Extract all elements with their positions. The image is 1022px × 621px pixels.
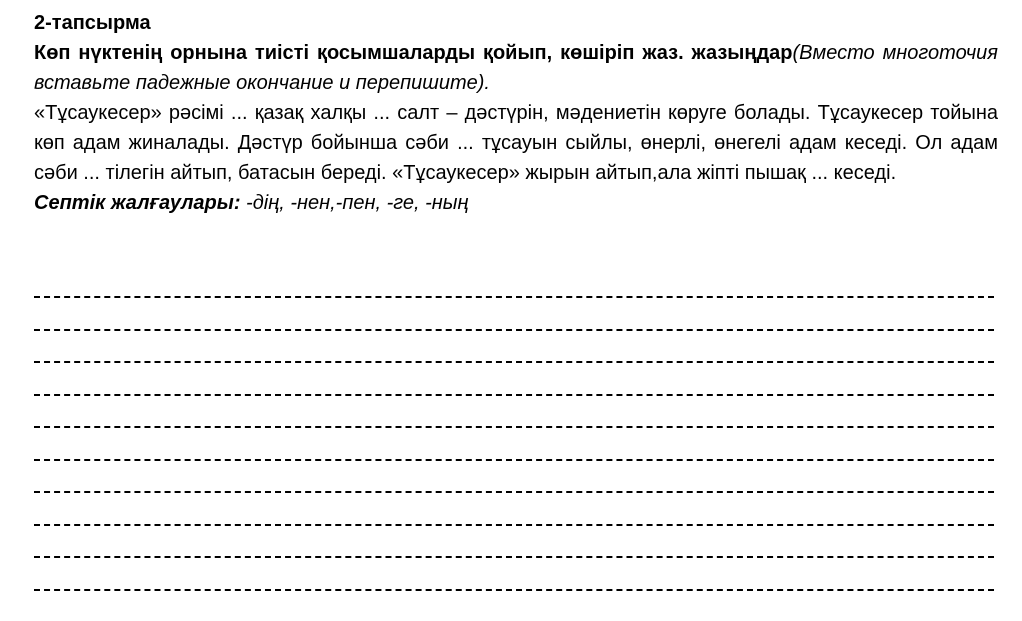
answer-line — [34, 296, 994, 329]
task-instruction — [34, 38, 998, 98]
task-title: 2-тапсырма — [34, 8, 998, 38]
case-endings-label: Септік жалғаулары: — [34, 192, 240, 214]
answer-line — [34, 524, 994, 557]
answer-line — [34, 361, 994, 394]
instruction-kazakh: Көп нүктенің орнына тиісті қосымшаларды қойып, көшіріп жаз. жазыңдар — [34, 42, 792, 64]
answer-line — [34, 426, 994, 459]
answer-line — [34, 491, 994, 524]
answer-line — [34, 459, 994, 492]
answer-line — [34, 589, 994, 621]
answer-line — [34, 329, 994, 362]
case-endings — [34, 188, 998, 218]
answer-line — [34, 394, 994, 427]
instruction-russian: (Вместо многоточия вставьте падежные окончание и перепишите). — [34, 42, 998, 94]
case-endings-values: -дің, -нен,-пен, -ге, -ның — [240, 192, 468, 214]
exercise-paragraph: «Тұсаукесер» рәсімі ... қазақ халқы ... салт – дәстүрін, мәдениетін көруге болады. Тұсаукесер тойына көп адам жиналады. Дәстүр бойынша сәби ... тұсауын сыйлы, өнерлі, өнегелі адам кеседі. Ол адам сәби ... тілегін айтып, батасын береді. «Тұсаукесер» жырын айтып,ала жіпті пышақ ... кеседі. — [34, 98, 998, 188]
worksheet — [34, 8, 998, 218]
answer-line — [34, 556, 994, 589]
answer-lines — [34, 296, 994, 621]
